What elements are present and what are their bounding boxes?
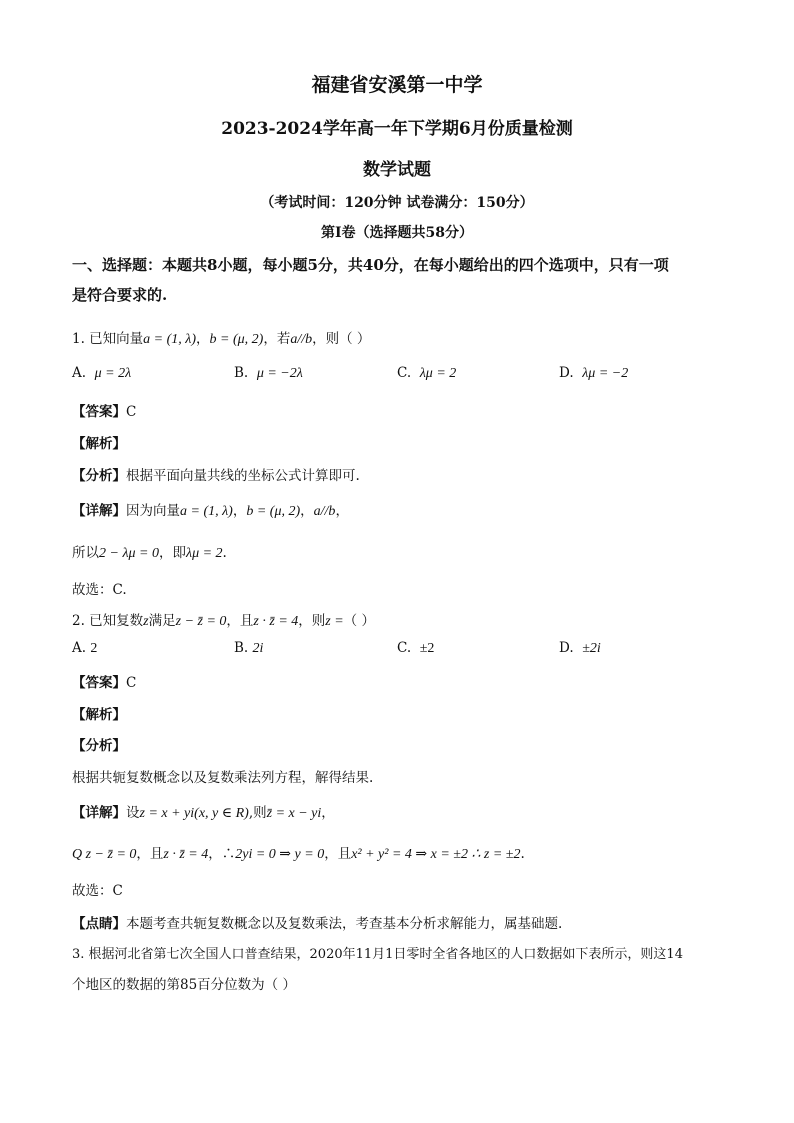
q2-option-c <box>397 640 434 657</box>
q2-detail-tag: 【详解】 <box>72 805 126 821</box>
q2-eq2: z · z̄ = 4 <box>253 614 299 629</box>
q1-detail-c: a//b <box>313 504 336 519</box>
q2-answer-tag: 【答案】 <box>72 675 126 691</box>
school-name: 福建省安溪第一中学 <box>311 74 483 96</box>
q1-prefix: 1. 已知向量 <box>72 331 144 347</box>
q1-option-a-label: A. <box>72 365 87 381</box>
q2-line2-math2: z · z̄ = 4 <box>163 847 209 862</box>
q2-line2-mid3: ，且 <box>324 846 352 862</box>
q1-answer <box>72 400 136 420</box>
q2-detail-math2: z̄ = x − yi <box>266 806 322 821</box>
q2-derivation <box>72 842 525 863</box>
q1-analysis-tag: 【解析】 <box>72 436 126 452</box>
q1-answer-value: C <box>126 404 137 420</box>
q1-answer-tag: 【答案】 <box>72 404 126 420</box>
q2-stem <box>72 609 375 630</box>
q1-detail <box>72 499 349 520</box>
q1-detail-b: b = (μ, 2) <box>246 504 301 519</box>
q1-option-b <box>234 365 303 382</box>
q1-cond-pre: ，若 <box>263 331 291 347</box>
q1-so-pre: 所以 <box>72 545 99 561</box>
q2-comment-tag: 【点睛】 <box>72 916 126 932</box>
q2-detail-mid: ,则 <box>248 805 267 821</box>
q2-option-b <box>234 640 263 657</box>
q1-option-c-text: λμ = 2 <box>419 366 457 381</box>
q2-fenxi-text: 根据共轭复数概念以及复数乘法列方程，解得结果. <box>72 770 374 786</box>
q2-detail <box>72 801 335 822</box>
q1-conclusion <box>72 541 227 562</box>
q2-option-c-text: ±2 <box>419 641 435 656</box>
q2-answer-value: C <box>126 675 137 691</box>
q2-line2-math3: 2yi = 0 ⇒ y = 0 <box>235 847 325 862</box>
q1-choose: 故选：C. <box>72 582 127 598</box>
q2-eq1: z − z̄ = 0 <box>175 614 227 629</box>
q1-detail-pre: 因为向量 <box>126 503 180 519</box>
q2-comment-text: 本题考查共轭复数概念以及复数乘法，考查基本分析求解能力，属基础题. <box>126 916 563 932</box>
q1-sep: ， <box>196 331 210 347</box>
q3-stem-line1: 3. 根据河北省第七次全国人口普查结果，2020年11月1日零时全省各地区的人口数据如下表所示，则这14 <box>72 947 683 962</box>
q1-option-b-text: μ = −2λ <box>256 366 303 381</box>
q1-stem <box>72 327 370 348</box>
q2-mid2: ，且 <box>226 613 254 629</box>
q2-option-a-text: 2 <box>90 641 98 656</box>
q2-comment <box>72 912 562 932</box>
q1-so-mid: ，即 <box>159 545 186 561</box>
q1-detail-sep2: ， <box>300 503 314 519</box>
section-intro-line1: 一、选择题：本题共8小题，每小题5分，共40分，在每小题给出的四个选项中，只有一项 <box>72 256 669 274</box>
q2-line2-math1: Q z − z̄ = 0 <box>72 847 137 862</box>
q2-detail-end: ， <box>321 805 335 821</box>
q2-analysis-tag: 【解析】 <box>72 707 126 723</box>
q2-fenxi-tag: 【分析】 <box>72 738 126 754</box>
q2-option-d-label: D. <box>559 640 574 656</box>
volume-title: 第I卷（选择题共58分） <box>320 225 474 241</box>
q1-option-d-text: λμ = −2 <box>582 366 629 381</box>
q1-detail-end: ， <box>335 503 349 519</box>
q1-option-a <box>72 365 131 382</box>
q1-fenxi-text: 根据平面向量共线的坐标公式计算即可. <box>126 468 360 484</box>
q1-so-math: 2 − λμ = 0 <box>99 546 159 561</box>
q1-suffix: ，则（ ） <box>312 331 371 347</box>
q1-option-d-label: D. <box>559 365 574 381</box>
q2-option-d-text: ±2i <box>582 641 601 656</box>
q2-detail-pre: 设 <box>126 805 140 821</box>
q1-option-b-label: B. <box>234 365 249 381</box>
q2-line2-mid2: ，∴ <box>208 846 236 862</box>
q2-suffix: （ ） <box>343 613 375 629</box>
q2-option-d <box>559 640 601 657</box>
q1-vector-b: b = (μ, 2) <box>209 332 264 347</box>
q1-vector-a: a = (1, λ) <box>143 332 197 347</box>
q1-option-a-text: μ = 2λ <box>94 366 132 381</box>
q2-option-a <box>72 640 97 657</box>
q1-option-c <box>397 365 456 382</box>
q2-line2-end: . <box>520 846 525 862</box>
q2-option-c-label: C. <box>397 640 412 656</box>
q1-option-d <box>559 365 628 382</box>
q2-option-a-label: A. <box>72 640 87 656</box>
q2-detail-math: z = x + yi(x, y ∈ R) <box>139 806 249 821</box>
q2-option-b-text: 2i <box>252 641 264 656</box>
q1-so-end: . <box>222 545 227 561</box>
section-intro-line2: 是符合要求的. <box>72 286 168 304</box>
exam-info: （考试时间：120分钟 试卷满分：150分） <box>260 195 534 211</box>
q1-so-math2: λμ = 2 <box>186 546 223 561</box>
q1-detail-a: a = (1, λ) <box>180 504 233 519</box>
subject-title: 数学试题 <box>363 160 431 180</box>
q2-line2-math4: x² + y² = 4 ⇒ x = ±2 ∴ z = ±2 <box>351 847 521 862</box>
q2-eq3: z = <box>325 614 344 629</box>
q2-line2-mid1: ，且 <box>136 846 164 862</box>
q1-detail-tag: 【详解】 <box>72 503 126 519</box>
q2-choose: 故选：C <box>72 883 123 899</box>
q2-mid1: 满足 <box>148 613 176 629</box>
q1-fenxi-tag: 【分析】 <box>72 468 126 484</box>
q2-answer <box>72 671 136 691</box>
q3-stem-line2: 个地区的数据的第85百分位数为（ ） <box>72 977 296 993</box>
exam-title: 2023-2024学年高一年下学期6月份质量检测 <box>221 119 573 139</box>
q1-option-c-label: C. <box>397 365 412 381</box>
q1-detail-sep: ， <box>232 503 247 519</box>
q2-z: z <box>143 614 149 629</box>
q1-condition: a//b <box>290 332 313 347</box>
q1-fenxi <box>72 464 360 484</box>
q2-prefix: 2. 已知复数 <box>72 613 144 629</box>
q2-option-b-label: B. <box>234 640 249 656</box>
q2-mid3: ，则 <box>298 613 326 629</box>
